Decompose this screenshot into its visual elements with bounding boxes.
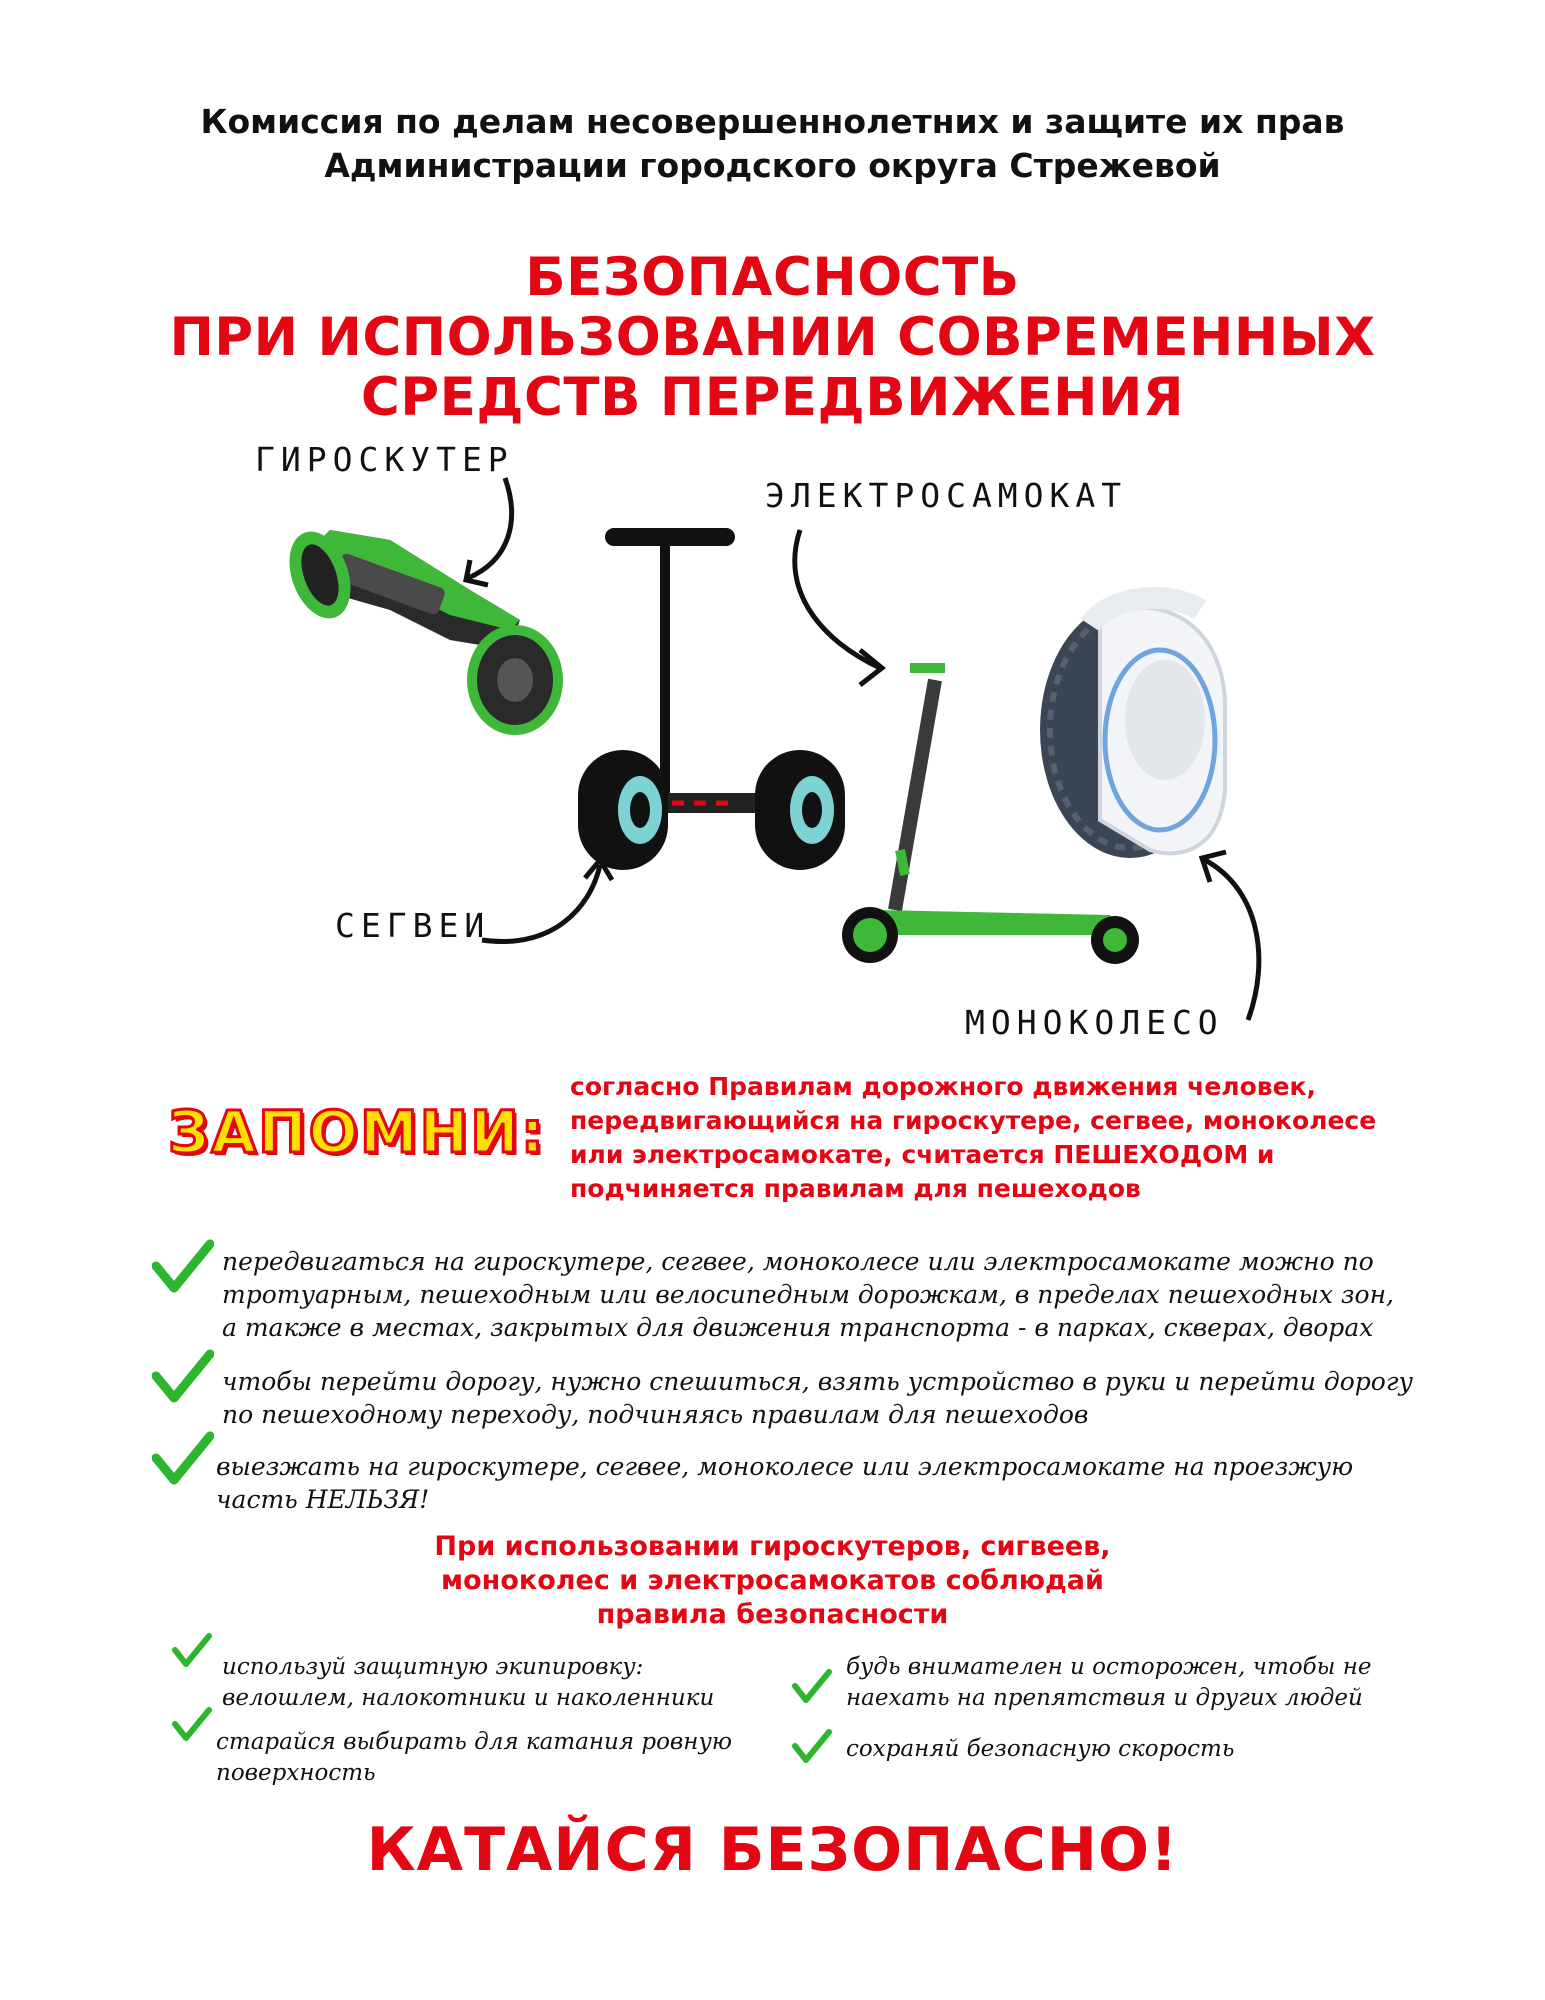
rule-item: [222, 1365, 1413, 1431]
check-icon: [172, 1706, 212, 1744]
header-line-2: Администрации городского округа Стрежевой: [324, 146, 1221, 185]
check-icon: [172, 1632, 212, 1670]
tip-4-line-1: сохраняй безопасную скорость: [846, 1736, 1235, 1762]
safety-tip: [216, 1727, 732, 1789]
label-escooter: ЭЛЕКТРОСАМОКАТ: [765, 476, 1128, 515]
arrow-icon: [1205, 860, 1259, 1020]
arrow-head: [860, 650, 882, 685]
label-segway: СЕГВЕИ: [335, 906, 491, 945]
remember-line-4: подчиняется правилам для пешеходов: [570, 1174, 1141, 1203]
rule-1-line-3: а также в местах, закрытых для движения транспорта - в парках, скверах, дворах: [222, 1313, 1374, 1342]
tip-3-line-1: будь внимателен и осторожен, чтобы не: [846, 1654, 1372, 1680]
check-icon: [152, 1430, 214, 1490]
remember-line-1: согласно Правилам дорожного движения человек,: [570, 1072, 1317, 1101]
rule-item: [222, 1245, 1394, 1344]
monowheel-icon: [1040, 598, 1225, 858]
arrow-icon: [482, 865, 600, 942]
tip-1-line-1: используй защитную экипировку:: [222, 1654, 644, 1680]
safety-heading: [0, 1530, 1545, 1632]
gyroscooter-icon: [278, 523, 563, 735]
arrow-icon: [468, 478, 512, 578]
rule-2-line-1: чтобы перейти дорогу, нужно спешиться, взять устройство в руки и перейти дорогу: [222, 1367, 1413, 1396]
remember-label: ЗАПОМНИ:: [168, 1098, 546, 1166]
label-monowheel: МОНОКОЛЕСО: [965, 1003, 1224, 1042]
remember-line-3: или электросамокате, считается ПЕШЕХОДОМ и: [570, 1140, 1275, 1169]
title-line-3: СРЕДСТВ ПЕРЕДВИЖЕНИЯ: [360, 367, 1185, 428]
tip-1-line-2: велошлем, налокотники и наколенники: [222, 1685, 715, 1711]
footer-slogan: КАТАЙСЯ БЕЗОПАСНО!: [366, 1815, 1179, 1885]
rule-1-line-2: тротуарным, пешеходным или велосипедным дорожкам, в пределах пешеходных зон,: [222, 1280, 1394, 1309]
header-line-1: Комиссия по делам несовершеннолетних и защите их прав: [200, 102, 1345, 141]
rule-2-line-2: по пешеходному переходу, подчиняясь правилам для пешеходов: [222, 1400, 1089, 1429]
safety-heading-line-2: моноколес и электросамокатов соблюдай: [441, 1565, 1104, 1596]
rule-item: [216, 1450, 1353, 1516]
remember-note: [570, 1070, 1470, 1206]
rule-3-line-1: выезжать на гироскутере, сегвее, моноколесе или электросамокате на проезжую: [216, 1452, 1354, 1481]
check-icon: [792, 1728, 832, 1766]
remember-line-2: передвигающийся на гироскутере, сегвее, моноколесе: [570, 1106, 1377, 1135]
tip-2-line-2: поверхность: [216, 1760, 376, 1786]
check-icon: [152, 1348, 214, 1408]
title-line-2: ПРИ ИСПОЛЬЗОВАНИИ СОВРЕМЕННЫХ: [169, 307, 1376, 368]
safety-tip: [846, 1652, 1371, 1714]
safety-tip: [846, 1734, 1234, 1765]
segway-icon: [578, 528, 845, 870]
tip-3-line-2: наехать на препятствия и других людей: [846, 1685, 1363, 1711]
label-gyroscooter: ГИРОСКУТЕР: [255, 440, 514, 479]
arrow-icon: [795, 530, 880, 668]
rule-3-line-2: часть НЕЛЬЗЯ!: [216, 1485, 430, 1514]
tip-2-line-1: старайся выбирать для катания ровную: [216, 1729, 733, 1755]
rule-1-line-1: передвигаться на гироскутере, сегвее, моноколесе или электросамокате можно по: [222, 1247, 1374, 1276]
check-icon: [152, 1238, 214, 1298]
title-line-1: БЕЗОПАСНОСТЬ: [525, 247, 1020, 308]
check-icon: [792, 1668, 832, 1706]
safety-tip: [222, 1652, 714, 1714]
safety-heading-line-3: правила безопасности: [596, 1599, 949, 1630]
safety-heading-line-1: При использовании гироскутеров, сигвеев,: [434, 1531, 1111, 1562]
